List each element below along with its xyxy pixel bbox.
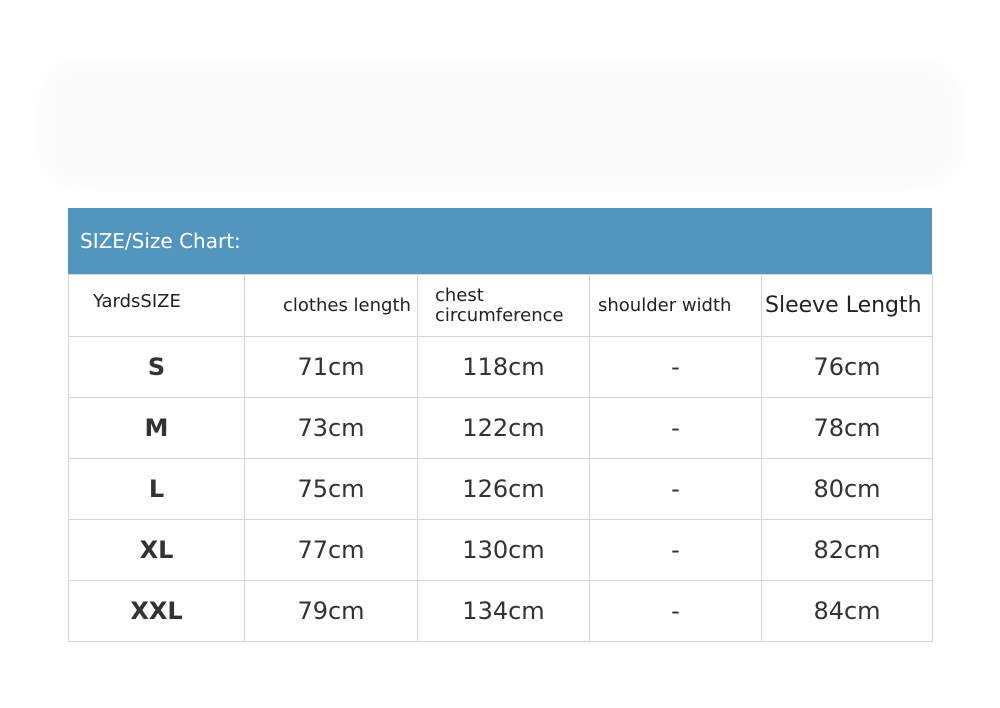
chest-cell: 126cm xyxy=(418,459,590,520)
sleeve-cell: 82cm xyxy=(762,520,933,581)
table-header-row xyxy=(69,275,933,337)
column-header-chest-circumference: chest circumference xyxy=(418,275,590,337)
size-chart-header xyxy=(68,208,932,274)
size-table xyxy=(68,274,933,642)
clothes-length-cell: 73cm xyxy=(245,398,418,459)
table-row xyxy=(69,581,933,642)
shoulder-cell: - xyxy=(590,459,762,520)
shoulder-cell: - xyxy=(590,398,762,459)
size-chart-title: SIZE/Size Chart: xyxy=(80,229,241,253)
clothes-length-cell: 77cm xyxy=(245,520,418,581)
size-cell: M xyxy=(69,398,245,459)
column-header-sleeve-length: Sleeve Length xyxy=(762,275,933,337)
table-row xyxy=(69,337,933,398)
size-cell: XXL xyxy=(69,581,245,642)
column-header-size: YardsSIZE xyxy=(69,275,245,337)
table-row xyxy=(69,520,933,581)
size-cell: L xyxy=(69,459,245,520)
chest-cell: 122cm xyxy=(418,398,590,459)
clothes-length-cell: 79cm xyxy=(245,581,418,642)
chest-cell: 118cm xyxy=(418,337,590,398)
clothes-length-cell: 71cm xyxy=(245,337,418,398)
shoulder-cell: - xyxy=(590,520,762,581)
shoulder-cell: - xyxy=(590,337,762,398)
sleeve-cell: 78cm xyxy=(762,398,933,459)
table-row xyxy=(69,459,933,520)
sleeve-cell: 84cm xyxy=(762,581,933,642)
chest-cell: 130cm xyxy=(418,520,590,581)
table-row xyxy=(69,398,933,459)
blurred-banner xyxy=(38,60,963,190)
sleeve-cell: 76cm xyxy=(762,337,933,398)
shoulder-cell: - xyxy=(590,581,762,642)
clothes-length-cell: 75cm xyxy=(245,459,418,520)
column-header-clothes-length: clothes length xyxy=(245,275,418,337)
column-header-shoulder-width: shoulder width xyxy=(590,275,762,337)
sleeve-cell: 80cm xyxy=(762,459,933,520)
size-cell: S xyxy=(69,337,245,398)
chest-cell: 134cm xyxy=(418,581,590,642)
size-cell: XL xyxy=(69,520,245,581)
